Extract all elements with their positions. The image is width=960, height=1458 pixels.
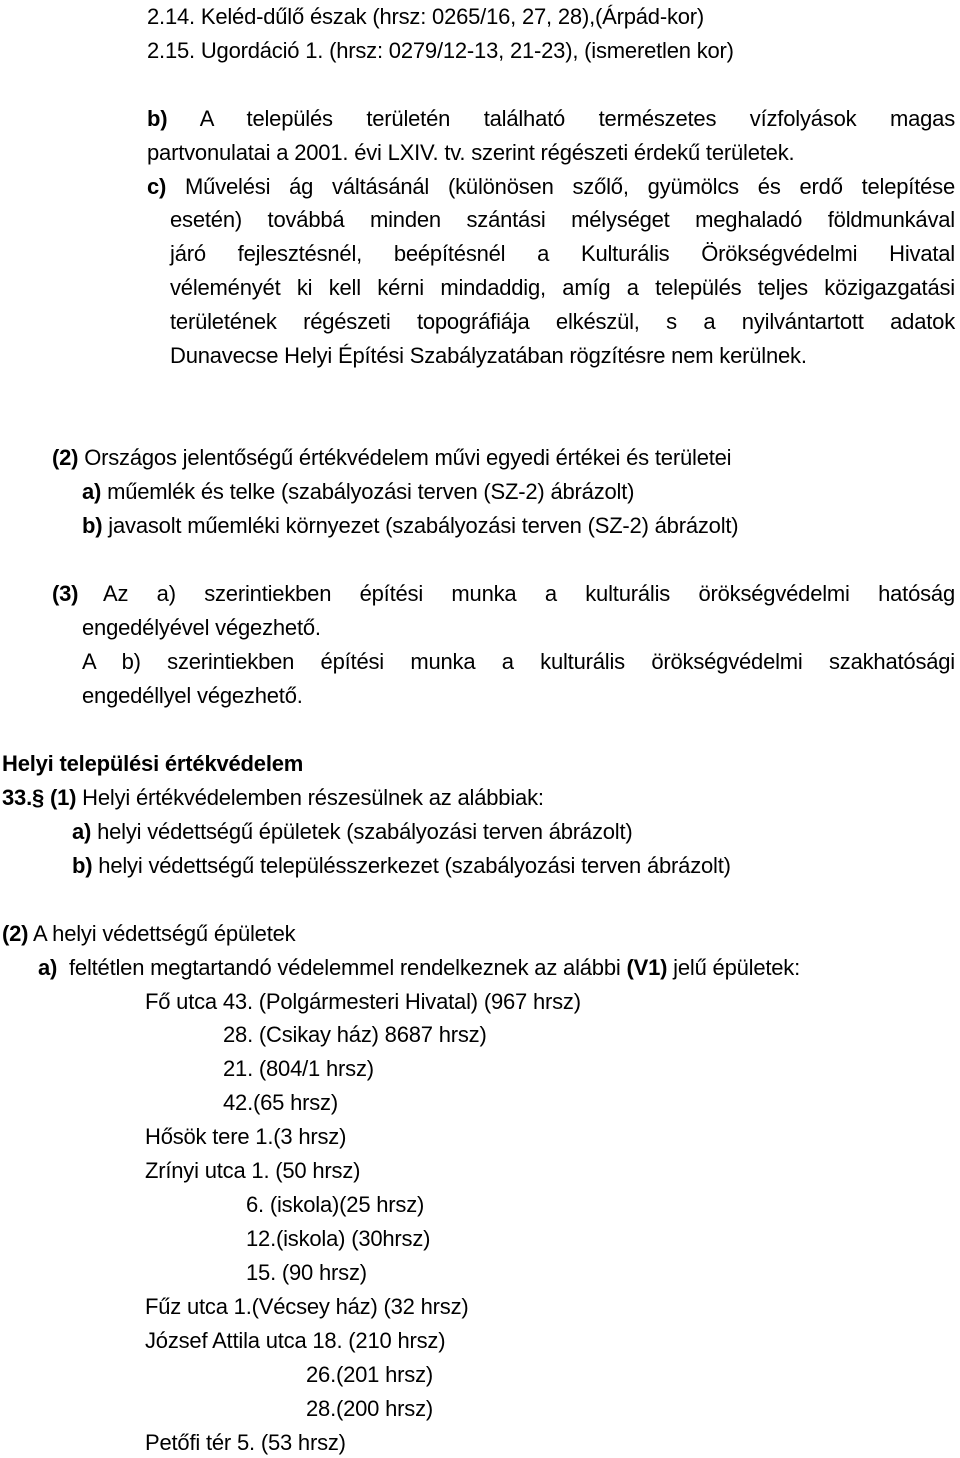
building-item: 6. (iskola)(25 hrsz) xyxy=(246,1192,425,1217)
paragraph-2-text: Országos jelentőségű értékvédelem művi egyedi értékei és területei xyxy=(84,445,732,470)
section-33-number: 33. xyxy=(2,785,32,810)
building-item: Fő utca 43. (Polgármesteri Hivatal) (967 hrsz) xyxy=(145,989,581,1014)
paragraph-c-line-2: esetén) továbbá minden szántási mélységet meghaladó földmunkával xyxy=(170,207,955,232)
section-sign: § xyxy=(31,785,45,810)
paragraph-c-line-4: véleményét ki kell kérni mindaddig, amíg a település teljes közigazgatási xyxy=(170,275,955,300)
building-item: Fűz utca 1.(Vécsey ház) (32 hrsz) xyxy=(145,1294,469,1319)
paragraph-b-line-2: partvonulatai a 2001. évi LXIV. tv. szerint régészeti érdekű területek. xyxy=(147,140,795,165)
paragraph-3-line-2: engedélyével végezhető. xyxy=(82,615,321,640)
paragraph-3-line-1: Az a) szerintiekben építési munka a kulturális örökségvédelmi hatóság xyxy=(103,581,955,606)
paragraph-2b-item-a xyxy=(38,955,800,981)
paragraph-2-item-a xyxy=(82,479,634,505)
building-item: 15. (90 hrsz) xyxy=(246,1260,367,1285)
building-item: Petőfi tér 5. (53 hrsz) xyxy=(145,1430,346,1455)
paragraph-b-line-1 xyxy=(147,106,955,132)
building-item: 21. (804/1 hrsz) xyxy=(223,1056,374,1081)
section-33-item-b-text: helyi védettségű településszerkezet (szabályozási terven ábrázolt) xyxy=(98,853,731,878)
list-item-2-15: 2.15. Ugordáció 1. (hrsz: 0279/12-13, 21-23), (ismeretlen kor) xyxy=(147,38,734,63)
building-item: 28. (Csikay ház) 8687 hrsz) xyxy=(223,1022,487,1047)
section-33-line xyxy=(2,785,544,811)
paragraph-2-item-b-label: b) xyxy=(82,513,103,538)
building-item: József Attila utca 18. (210 hrsz) xyxy=(145,1328,446,1353)
paragraph-2-item-b-text: javasolt műemléki környezet (szabályozási terven (SZ-2) ábrázolt) xyxy=(108,513,739,538)
paragraph-2b-item-a-suffix: jelű épületek: xyxy=(673,955,801,980)
paragraph-c-line-1 xyxy=(147,174,955,200)
paragraph-c-line-5: területének régészeti topográfiája elkészül, s a nyilvántartott adatok xyxy=(170,309,955,334)
paragraph-c-line-3: járó fejlesztésnél, beépítésnél a Kulturális Örökségvédelmi Hivatal xyxy=(170,241,955,266)
section-33-item-a-label: a) xyxy=(72,819,92,844)
protection-code: (V1) xyxy=(626,955,668,980)
paragraph-2b-label: (2) xyxy=(2,921,29,946)
paragraph-2-item-a-text: műemlék és telke (szabályozási terven (SZ-2) ábrázolt) xyxy=(107,479,635,504)
building-item: 26.(201 hrsz) xyxy=(306,1362,434,1387)
building-item: Hősök tere 1.(3 hrsz) xyxy=(145,1124,347,1149)
section-heading: Helyi települési értékvédelem xyxy=(2,751,304,776)
paragraph-2-heading xyxy=(52,445,731,471)
paragraph-2b-item-a-text: feltétlen megtartandó védelemmel rendelkeznek az alábbi xyxy=(69,955,621,980)
paragraph-3-label: (3) xyxy=(52,581,79,606)
paragraph-c-text: Művelési ág váltásánál (különösen szőlő, gyümölcs és erdő telepítése xyxy=(185,174,955,199)
section-33-item-a-text: helyi védettségű épületek (szabályozási terven ábrázolt) xyxy=(97,819,633,844)
building-item: 42.(65 hrsz) xyxy=(223,1090,338,1115)
paragraph-2b-heading xyxy=(2,921,295,947)
building-item: 12.(iskola) (30hrsz) xyxy=(246,1226,431,1251)
section-33-paragraph-label: (1) xyxy=(49,785,77,810)
building-item: Zrínyi utca 1. (50 hrsz) xyxy=(145,1158,361,1183)
paragraph-b-text: A település területén található természetes vízfolyások magas xyxy=(199,106,955,131)
paragraph-3-line-3: A b) szerintiekben építési munka a kulturális örökségvédelmi szakhatósági xyxy=(82,649,955,674)
paragraph-c-line-6: Dunavecse Helyi Építési Szabályzatában rögzítésre nem kerülnek. xyxy=(170,343,807,368)
paragraph-2b-item-a-label: a) xyxy=(38,955,58,980)
section-33-text: Helyi értékvédelemben részesülnek az alábbiak: xyxy=(82,785,544,810)
section-33-item-b-label: b) xyxy=(72,853,93,878)
section-33-item-b xyxy=(72,853,731,879)
paragraph-3-line-4: engedéllyel végezhető. xyxy=(82,683,303,708)
paragraph-2-item-b xyxy=(82,513,738,539)
paragraph-b-label: b) xyxy=(147,106,168,131)
paragraph-2-item-a-label: a) xyxy=(82,479,102,504)
section-33-item-a xyxy=(72,819,633,845)
list-item-2-14: 2.14. Keléd-dűlő észak (hrsz: 0265/16, 27, 28),(Árpád-kor) xyxy=(147,4,705,29)
building-item: 28.(200 hrsz) xyxy=(306,1396,434,1421)
paragraph-c-label: c) xyxy=(147,174,167,199)
paragraph-2b-text: A helyi védettségű épületek xyxy=(33,921,296,946)
paragraph-2-label: (2) xyxy=(52,445,79,470)
